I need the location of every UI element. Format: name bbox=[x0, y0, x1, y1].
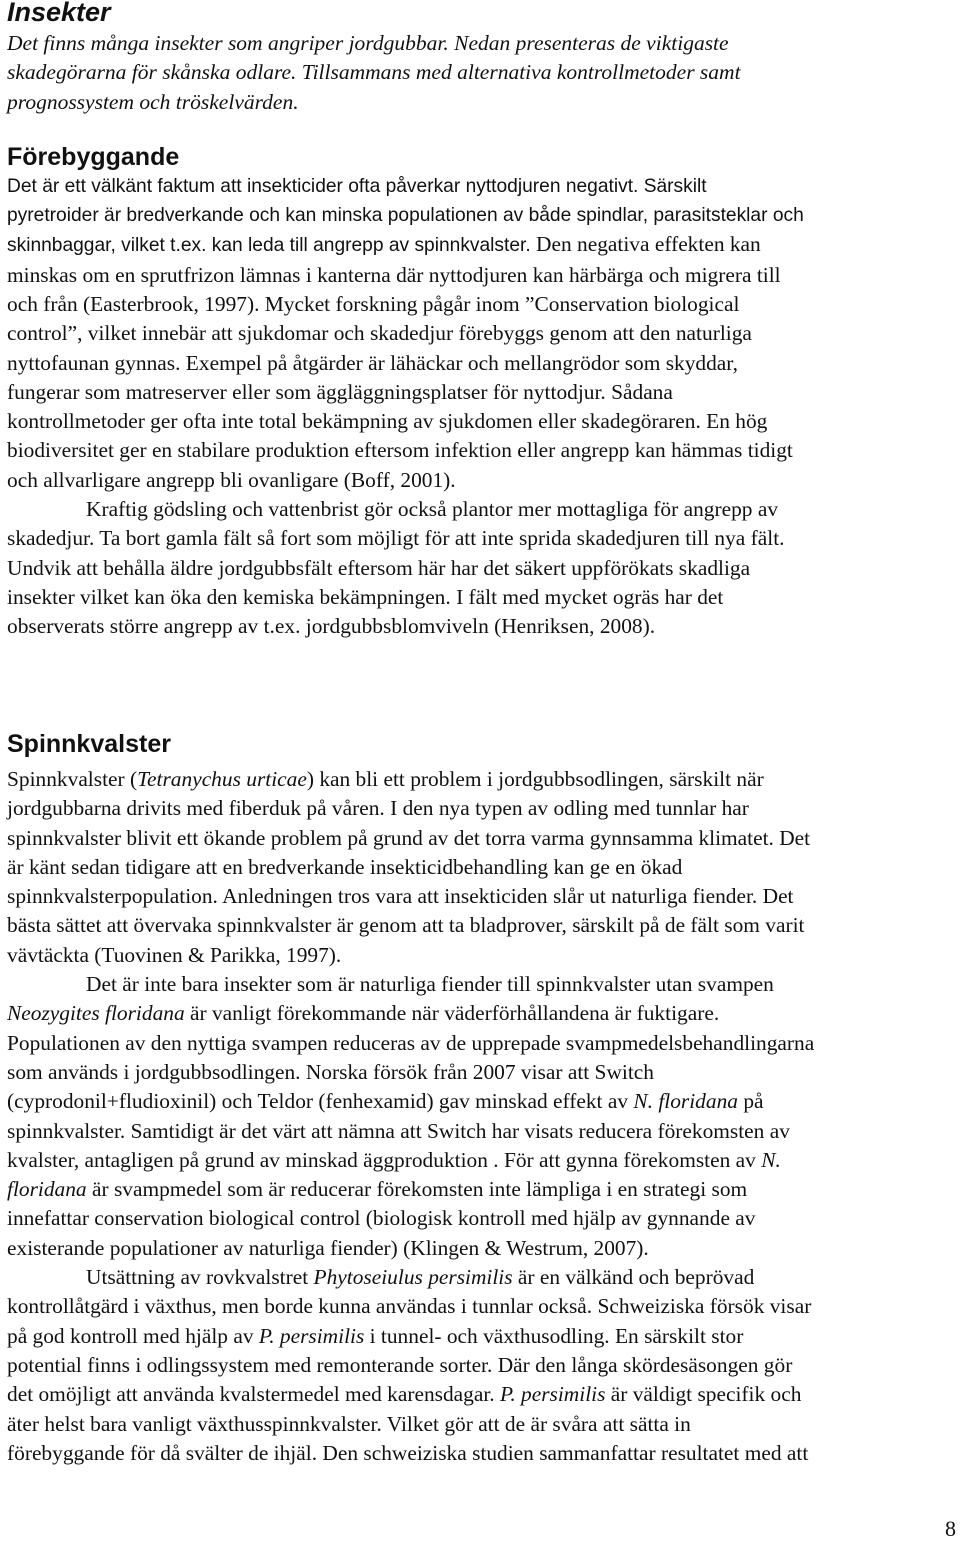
body-line: förebyggande för då svälter de ihjäl. Den schweiziska studien sammanfattar resultatet med att bbox=[7, 1440, 809, 1465]
body-line: skinnbaggar, vilket t.ex. kan leda till angrepp av spinnkvalster. Den negativa effekten kan bbox=[7, 232, 761, 257]
body-line: nyttofaunan gynnas. Exempel på åtgärder är lähäckar och mellangrödor som skyddar, bbox=[7, 350, 738, 375]
intro-line: prognossystem och tröskelvärden. bbox=[7, 89, 299, 114]
body-line: kvalster, antagligen på grund av minskad äggproduktion . För att gynna förekomsten av N. bbox=[7, 1147, 781, 1172]
page-number: 8 bbox=[945, 1516, 956, 1541]
forebyggande-paragraph-1 bbox=[7, 261, 955, 495]
body-line: fungerar som matreserver eller som äggläggningsplatser för nyttodjur. Sådana bbox=[7, 379, 673, 404]
body-line: insekter vilket kan öka den kemiska bekämpningen. I fält med mycket ogräs har det bbox=[7, 584, 724, 609]
intro-line: Det finns många insekter som angriper jordgubbar. Nedan presenteras de viktigaste bbox=[7, 31, 729, 55]
species-name: P. persimilis bbox=[258, 1323, 365, 1348]
intro-paragraph bbox=[7, 29, 955, 117]
body-line: kontrollåtgärd i växthus, men borde kunna användas i tunnlar också. Schweiziska försök visar bbox=[7, 1294, 812, 1319]
body-fragment: Den negativa effekten kan bbox=[530, 232, 761, 257]
body-line: som används i jordgubbsodlingen. Norska försök från 2007 visar att Switch bbox=[7, 1059, 654, 1084]
species-name: Phytoseiulus persimilis bbox=[313, 1265, 513, 1290]
body-line: skadedjur. Ta bort gamla fält så fort som möjligt för att inte sprida skadedjuren till nya fält. bbox=[7, 526, 785, 551]
body-line: Neozygites floridana är vanligt förekommande när väderförhållandena är fuktigare. bbox=[7, 1001, 720, 1026]
body-line: floridana är svampmedel som är reducerar förekomsten inte lämpliga i en strategi som bbox=[7, 1177, 748, 1202]
page-title: Insekter bbox=[7, 0, 111, 27]
body-line: minskas om en sprutfrizon lämnas i kanterna där nyttodjuren kan härbärga och migrera till bbox=[7, 262, 781, 287]
species-name: Tetranychus urticae bbox=[137, 767, 307, 791]
body-line: Undvik att behålla äldre jordgubbsfält eftersom här har det säkert uppförökats skadliga bbox=[7, 555, 751, 580]
body-line: (cyprodonil+fludioxinil) och Teldor (fenhexamid) gav minskad effekt av N. floridana på bbox=[7, 1089, 764, 1114]
body-line: innefattar conservation biological control (biologisk kontroll med hjälp av gynnande av bbox=[7, 1206, 756, 1231]
intro-line: skadegörarna för skånska odlare. Tillsammans med alternativa kontrollmetoder samt bbox=[7, 60, 741, 85]
species-name: floridana bbox=[7, 1177, 87, 1202]
body-line: biodiversitet ger en stabilare produktion eftersom infektion eller angrepp kan hämmas tidigt bbox=[7, 438, 793, 463]
body-line: Spinnkvalster (Tetranychus urticae) kan bli ett problem i jordgubbsodlingen, särskilt när bbox=[7, 767, 764, 791]
section-heading-forebyggande: Förebyggande bbox=[7, 143, 180, 171]
body-line: Utsättning av rovkvalstret Phytoseiulus persimilis är en välkänd och beprövad bbox=[86, 1265, 755, 1290]
body-line: på god kontroll med hjälp av P. persimilis i tunnel- och växthusodling. En särskilt stor bbox=[7, 1323, 744, 1348]
body-line: spinnkvalster. Samtidigt är det värt att nämna att Switch har visats reducera förekomsten av bbox=[7, 1118, 790, 1143]
body-line: äter helst bara vanligt växthusspinnkvalster. Vilket gör att de är svåra att sätta in bbox=[7, 1411, 691, 1436]
body-line: potential finns i odlingssystem med remonterande sorter. Där den långa skördesäsongen gör bbox=[7, 1352, 793, 1377]
body-line: pyretroider är bredverkande och kan minska populationen av både spindlar, parasitsteklar och bbox=[7, 205, 804, 227]
body-line: det omöjligt att använda kvalstermedel med karensdagar. P. persimilis är väldigt specifik och bbox=[7, 1382, 802, 1407]
species-name: N. bbox=[761, 1147, 781, 1172]
body-line: är känt sedan tidigare att en bredverkande insekticidbehandling kan ge en ökad bbox=[7, 854, 683, 879]
body-line: jordgubbarna drivits med fiberduk på våren. I den nya typen av odling med tunnlar har bbox=[7, 796, 749, 821]
section-heading-spinnkvalster: Spinnkvalster bbox=[7, 730, 171, 758]
body-line: observerats större angrepp av t.ex. jordgubbsblomviveln (Henriksen, 2008). bbox=[7, 614, 656, 639]
body-line: spinnkvalster blivit ett ökande problem på grund av det torra varma gynnsamma klimatet. Det bbox=[7, 825, 811, 850]
species-name: P. persimilis bbox=[500, 1382, 606, 1407]
body-line: Det är ett välkänt faktum att insekticider ofta påverkar nyttodjuren negativt. Särskilt bbox=[7, 176, 707, 197]
body-line: Det är inte bara insekter som är naturliga fiender till spinnkvalster utan svampen bbox=[86, 972, 774, 997]
body-line: Kraftig gödsling och vattenbrist gör också plantor mer mottagliga för angrepp av bbox=[86, 496, 779, 521]
body-line: och allvarligare angrepp bli ovanligare (Boff, 2001). bbox=[7, 467, 456, 492]
body-line: existerande populationer av naturliga fiender) (Klingen & Westrum, 2007). bbox=[7, 1235, 649, 1260]
body-line: vävtäckta (Tuovinen & Parikka, 1997). bbox=[7, 942, 342, 967]
forebyggande-paragraph-2 bbox=[7, 495, 955, 641]
body-line: kontrollmetoder ger ofta inte total bekämpning av sjukdomen eller skadegöraren. En hög bbox=[7, 409, 768, 434]
species-name: N. floridana bbox=[633, 1089, 738, 1114]
body-line: Populationen av den nyttiga svampen reduceras av de upprepade svampmedelsbehandlingarna bbox=[7, 1030, 815, 1055]
body-line: och från (Easterbrook, 1997). Mycket forskning pågår inom ”Conservation biological bbox=[7, 291, 740, 316]
body-line: bästa sättet att övervaka spinnkvalster är genom att ta bladprover, särskilt på de fält som varit bbox=[7, 913, 805, 938]
forebyggande-body bbox=[7, 172, 955, 641]
body-line: spinnkvalsterpopulation. Anledningen tros vara att insekticiden slår ut naturliga fiender. Det bbox=[7, 884, 794, 909]
species-name: Neozygites floridana bbox=[7, 1001, 185, 1026]
spinnkvalster-body bbox=[7, 765, 955, 1468]
body-line: control”, vilket innebär att sjukdomar och skadedjur förebyggs genom att den naturliga bbox=[7, 321, 752, 346]
